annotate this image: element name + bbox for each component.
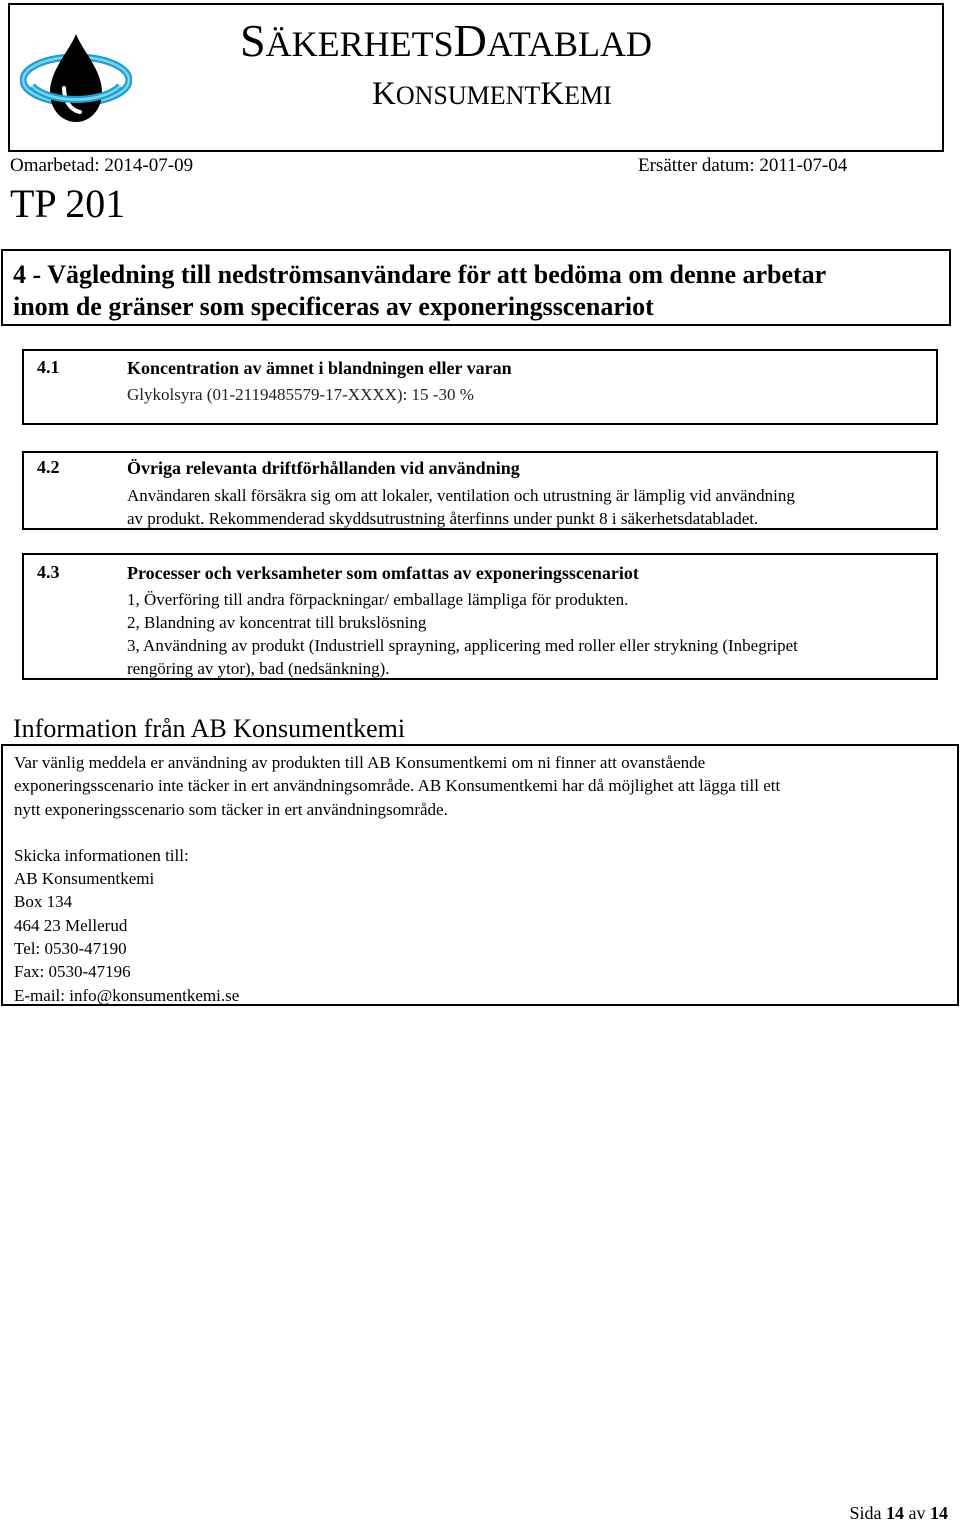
body-line: Användaren skall försäkra sig om att lokaler, ventilation och utrustning är lämplig vid användning xyxy=(127,486,795,505)
body-line: 3, Användning av produkt (Industriell sprayning, applicering med roller eller strykning (Inbegripet xyxy=(127,636,798,655)
section-heading: Processer och verksamheter som omfattas av exponeringsscenariot xyxy=(127,563,639,583)
section-heading: Övriga relevanta driftförhållanden vid användning xyxy=(127,458,520,478)
info-box xyxy=(1,744,959,1006)
info-line: exponeringsscenario inte täcker in ert användningsområde. AB Konsumentkemi har då möjlighet att lägga till ett xyxy=(14,776,781,796)
body-line: 2, Blandning av koncentrat till brukslösning xyxy=(127,613,427,632)
revised-date: Omarbetad: 2014-07-09 xyxy=(10,155,194,176)
postal-box: Box 134 xyxy=(14,892,73,912)
oil-drop-ring-icon xyxy=(20,30,132,130)
section-4-2 xyxy=(22,451,938,530)
phone: Tel: 0530-47190 xyxy=(14,939,127,959)
fax: Fax: 0530-47196 xyxy=(14,962,131,982)
section-4-1 xyxy=(22,349,938,425)
product-code: TP 201 xyxy=(10,181,126,226)
page-number: Sida 14 av 14 xyxy=(849,1503,948,1523)
body-line: 1, Överföring till andra förpackningar/ emballage lämpliga för produkten. xyxy=(127,590,629,609)
replaces-date: Ersätter datum: 2011-07-04 xyxy=(638,155,848,176)
email[interactable]: E-mail: info@konsumentkemi.se xyxy=(14,985,240,1005)
document-title: SÄKERHETSDATABLAD xyxy=(240,15,652,66)
info-line: nytt exponeringsscenario som täcker in ert användningsområde. xyxy=(14,799,448,819)
section-4-title-line: inom de gränser som specificeras av exponeringsscenariot xyxy=(13,292,654,321)
section-number: 4.3 xyxy=(37,562,60,582)
document-subtitle: KONSUMENTKEMI xyxy=(372,76,612,112)
info-line: Var vänlig meddela er användning av produkten till AB Konsumentkemi om ni finner att ovanstående xyxy=(14,753,706,772)
info-title: Information från AB Konsumentkemi xyxy=(13,714,406,743)
body-line: rengöring av ytor), bad (nedsänkning). xyxy=(127,659,390,678)
section-number: 4.2 xyxy=(37,457,60,477)
postal-city: 464 23 Mellerud xyxy=(14,915,128,935)
section-4-title xyxy=(1,249,951,326)
section-heading: Koncentration av ämnet i blandningen eller varan xyxy=(127,358,512,378)
section-number: 4.1 xyxy=(37,357,60,377)
section-4-title-line: 4 - Vägledning till nedströmsanvändare för att bedöma om denne arbetar xyxy=(13,260,827,289)
concentration-text: Glykolsyra (01-2119485579-17-XXXX): 15 -30 % xyxy=(127,385,474,404)
section-4-3 xyxy=(22,553,938,680)
company-name: AB Konsumentkemi xyxy=(14,869,155,889)
body-line: av produkt. Rekommenderad skyddsutrustning återfinns under punkt 8 i säkerhetsdatabladet. xyxy=(127,509,759,528)
send-to-label: Skicka informationen till: xyxy=(14,845,189,865)
